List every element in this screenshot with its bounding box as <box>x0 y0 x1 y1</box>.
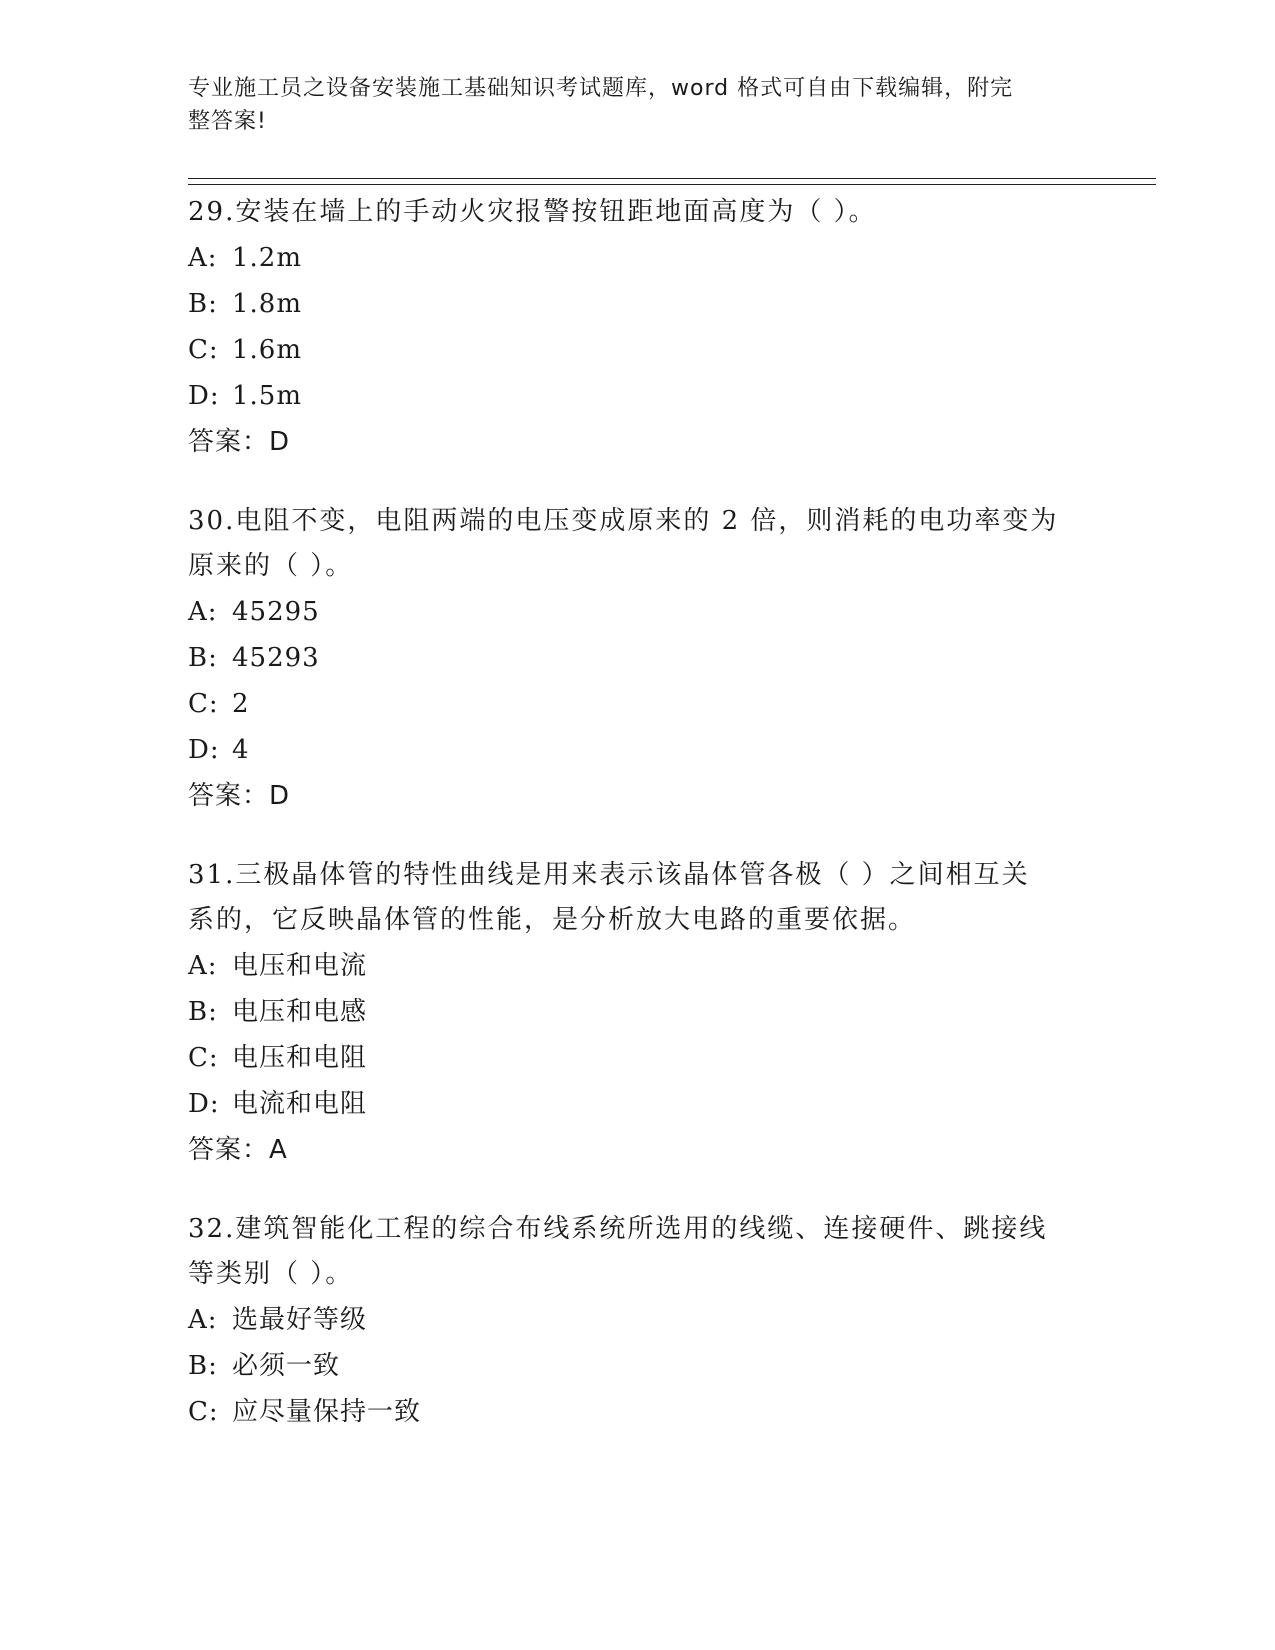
answer-option <box>188 589 1088 635</box>
option-text: 电压和电感 <box>232 997 368 1027</box>
answer-option <box>188 281 1088 327</box>
option-text: 45295 <box>232 597 320 627</box>
answer-key: 答案：D <box>188 781 291 811</box>
answer-option <box>188 989 1088 1035</box>
answer-option <box>188 373 1088 419</box>
option-text: 选最好等级 <box>232 1305 368 1335</box>
answer-option <box>188 943 1088 989</box>
answer-option <box>188 235 1088 281</box>
option-text: 1.2m <box>232 243 303 273</box>
option-text: 电流和电阻 <box>232 1089 368 1119</box>
answer-option <box>188 1081 1088 1127</box>
option-label: B: <box>188 643 218 673</box>
option-text: 45293 <box>232 643 320 673</box>
option-label: C: <box>188 1397 219 1427</box>
option-label: D: <box>188 381 220 411</box>
answer-option <box>188 1035 1088 1081</box>
option-text: 1.5m <box>232 381 303 411</box>
option-label: A: <box>188 951 218 981</box>
question-stem-line: 原来的（ ）。 <box>188 551 354 581</box>
answer-option <box>188 327 1088 373</box>
option-label: A: <box>188 597 218 627</box>
option-text: 1.8m <box>232 289 303 319</box>
header-line-2: 整答案! <box>188 109 267 134</box>
option-label: B: <box>188 1351 218 1381</box>
question-stem-line: 29.安装在墙上的手动火灾报警按钮距地面高度为（ ）。 <box>188 197 877 227</box>
question-stem-line: 31.三极晶体管的特性曲线是用来表示该晶体管各极（ ）之间相互关 <box>188 860 1030 890</box>
option-label: C: <box>188 1043 219 1073</box>
option-label: D: <box>188 735 220 765</box>
option-text: 必须一致 <box>232 1351 341 1381</box>
option-label: B: <box>188 997 218 1027</box>
option-text: 4 <box>232 735 250 765</box>
answer-option <box>188 1297 1088 1343</box>
header-divider-top <box>188 178 1156 179</box>
option-label: A: <box>188 1305 218 1335</box>
option-text: 应尽量保持一致 <box>232 1397 422 1427</box>
option-label: D: <box>188 1089 220 1119</box>
answer-option <box>188 727 1088 773</box>
header-divider-bottom <box>188 184 1156 185</box>
question-block <box>188 190 1088 465</box>
option-label: B: <box>188 289 218 319</box>
answer-key: 答案：D <box>188 427 291 457</box>
answer-key: 答案：A <box>188 1135 288 1165</box>
option-label: C: <box>188 335 219 365</box>
option-label: C: <box>188 689 219 719</box>
option-text: 电压和电阻 <box>232 1043 368 1073</box>
answer-option <box>188 635 1088 681</box>
option-label: A: <box>188 243 218 273</box>
question-stem-line: 30.电阻不变，电阻两端的电压变成原来的 2 倍，则消耗的电功率变为 <box>188 506 1059 536</box>
question-block <box>188 1207 1088 1435</box>
answer-option <box>188 681 1088 727</box>
option-text: 1.6m <box>232 335 303 365</box>
question-stem-line: 32.建筑智能化工程的综合布线系统所选用的线缆、连接硬件、跳接线 <box>188 1214 1048 1244</box>
question-block <box>188 853 1088 1173</box>
option-text: 2 <box>232 689 250 719</box>
option-text: 电压和电流 <box>232 951 368 981</box>
question-list <box>188 190 1088 1469</box>
answer-option <box>188 1343 1088 1389</box>
document-header <box>188 72 1068 138</box>
question-block <box>188 499 1088 819</box>
answer-option <box>188 1389 1088 1435</box>
question-stem-line: 系的，它反映晶体管的性能，是分析放大电路的重要依据。 <box>188 905 917 935</box>
header-line-1: 专业施工员之设备安装施工基础知识考试题库，word 格式可自由下载编辑，附完 <box>188 76 1014 101</box>
question-stem-line: 等类别（ ）。 <box>188 1259 354 1289</box>
